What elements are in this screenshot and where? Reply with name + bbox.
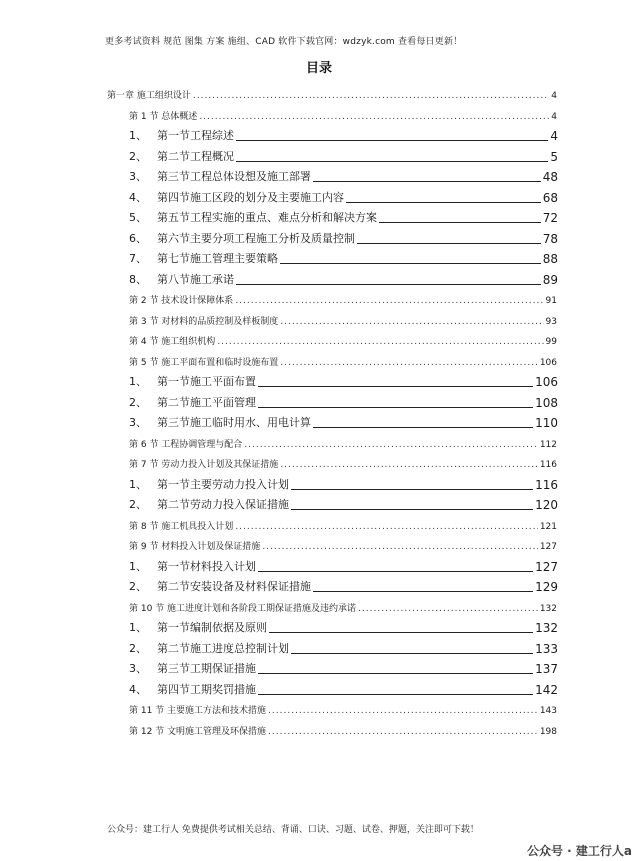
toc-entry-page: 143 <box>539 706 557 716</box>
toc-entry-number: 3、 <box>129 170 147 183</box>
toc-entry-label <box>129 334 215 347</box>
toc-entry-number: 7、 <box>129 252 147 265</box>
toc-entry-page: 106 <box>539 357 557 368</box>
toc-entry-text: 第二节劳动力投入保证措施 <box>157 498 289 511</box>
toc-entry-number: 4、 <box>129 682 147 696</box>
toc-entry-page: 129 <box>535 580 558 594</box>
toc-entry-label <box>129 703 266 716</box>
toc-entry-text: 第一章 施工组织设计 <box>107 91 191 101</box>
toc-leader-dots <box>357 243 541 244</box>
toc-entry-number: 1、 <box>129 375 147 388</box>
toc-entry[interactable] <box>129 457 557 470</box>
toc-entry[interactable] <box>129 250 558 266</box>
toc-entry[interactable] <box>129 355 557 368</box>
toc-entry-text: 第五节工程实施的重点、难点分析和解决方案 <box>157 211 377 224</box>
toc-entry-text: 第 5 节 施工平面布置和临时设施布置 <box>129 357 279 368</box>
toc-entry-label <box>129 373 256 389</box>
toc-entry-text: 第二节施工进度总控制计划 <box>157 641 289 655</box>
toc-entry-page: 132 <box>535 621 558 635</box>
toc-leader-dots <box>236 284 541 285</box>
toc-entry-page: 91 <box>545 296 557 306</box>
toc-entry-number: 4、 <box>129 190 147 204</box>
toc-entry-label <box>129 539 260 552</box>
toc-entry[interactable] <box>129 230 558 246</box>
toc-entry-page: 4 <box>551 91 557 101</box>
toc-entry-page: 89 <box>542 272 558 287</box>
toc-entry-label <box>129 355 278 368</box>
toc-leader-dots <box>268 706 538 716</box>
toc-entry-page: 132 <box>539 603 557 614</box>
toc-entry-page: 120 <box>535 498 558 512</box>
toc-entry-text: 第一节主要劳动力投入计划 <box>157 477 289 491</box>
page-title: 目录 <box>305 61 332 76</box>
toc-leader-dots <box>258 571 533 572</box>
toc-entry-text: 第 12 节 文明施工管理及环保措施 <box>129 726 267 737</box>
toc-leader-dots <box>268 727 538 737</box>
toc-leader-dots <box>258 673 533 674</box>
toc-entry-page: 106 <box>535 375 558 389</box>
toc-leader-dots <box>280 460 538 470</box>
toc-entry-label <box>129 558 256 574</box>
toc-entry-number: 2、 <box>129 641 147 655</box>
toc-leader-dots <box>258 407 533 408</box>
toc-entry[interactable] <box>129 558 558 574</box>
toc-entry[interactable] <box>129 619 558 635</box>
toc-leader-dots <box>280 317 543 327</box>
toc-entry-label <box>129 168 311 184</box>
toc-entry[interactable] <box>129 660 558 676</box>
toc-entry-label <box>107 88 191 101</box>
toc-leader-dots <box>313 181 541 182</box>
toc-leader-dots <box>236 140 548 141</box>
toc-leader-dots <box>280 358 538 368</box>
toc-leader-dots <box>244 440 538 450</box>
toc-entry-page: 68 <box>542 190 558 205</box>
toc-entry[interactable] <box>129 681 558 697</box>
toc-entry-label <box>129 640 289 656</box>
toc-entry[interactable] <box>129 640 558 656</box>
toc-entry[interactable] <box>129 148 558 164</box>
toc-entry-label <box>129 293 233 306</box>
toc-entry-label <box>129 519 233 532</box>
toc-entry-page: 198 <box>539 726 557 737</box>
toc-leader-dots <box>269 632 533 633</box>
toc-entry-label <box>129 660 256 676</box>
toc-entry-text: 第 8 节 施工机具投入计划 <box>129 521 234 532</box>
toc-entry-number: 1、 <box>129 559 147 573</box>
toc-entry[interactable] <box>129 293 557 306</box>
toc-entry-page: 4 <box>551 111 557 122</box>
toc-entry-label <box>129 496 289 512</box>
toc-entry-text: 第 10 节 施工进度计划和各阶段工期保证措施及违约承诺 <box>129 603 357 614</box>
toc-entry-label <box>129 148 234 164</box>
toc-leader-dots <box>313 591 533 592</box>
toc-entry-number: 2、 <box>129 149 147 163</box>
toc-leader-dots <box>291 489 533 490</box>
toc-entry-text: 第四节工期奖罚措施 <box>157 682 256 696</box>
toc-entry-text: 第 11 节 主要施工方法和技术措施 <box>129 706 267 716</box>
toc-entry-page: 4 <box>550 129 558 143</box>
toc-leader-dots <box>346 202 541 203</box>
toc-entry-number: 6、 <box>129 231 147 245</box>
toc-leader-dots <box>358 604 538 614</box>
toc-entry-text: 第 4 节 施工组织机构 <box>129 337 216 347</box>
toc-entry-label <box>129 394 256 410</box>
toc-entry[interactable] <box>107 88 557 101</box>
toc-entry-label <box>129 189 344 205</box>
toc-entry-label <box>129 619 267 635</box>
toc-entry-text: 第 6 节 工程协调管理与配合 <box>129 439 243 450</box>
toc-leader-dots <box>235 522 538 532</box>
toc-entry-number: 2、 <box>129 580 147 593</box>
toc-entry-page: 72 <box>542 211 558 225</box>
toc-leader-dots <box>262 542 538 552</box>
toc-entry-number: 5、 <box>129 211 147 224</box>
toc-leader-dots <box>217 337 543 347</box>
toc-entry-text: 第六节主要分项工程施工分析及质量控制 <box>157 231 355 245</box>
toc-entry[interactable] <box>129 496 558 512</box>
toc-entry-page: 116 <box>535 477 558 492</box>
toc-leader-dots <box>199 112 549 122</box>
toc-entry[interactable] <box>129 539 557 552</box>
toc-entry-text: 第一节工程综述 <box>157 129 234 142</box>
toc-entry-label <box>129 578 311 594</box>
toc-entry-page: 110 <box>535 416 558 430</box>
toc-leader-dots <box>193 91 549 101</box>
toc-entry-label <box>129 457 278 470</box>
toc-entry-page: 93 <box>545 316 557 327</box>
toc-entry-label <box>129 230 355 246</box>
watermark: 公众号 · 建工行人a <box>526 844 632 858</box>
toc-entry-label <box>129 414 311 430</box>
toc-leader-dots <box>258 694 533 695</box>
toc-entry-page: 48 <box>542 170 558 184</box>
toc-entry-number: 1、 <box>129 477 147 491</box>
toc-entry[interactable] <box>129 314 557 327</box>
toc-entry-text: 第七节施工管理主要策略 <box>157 252 278 265</box>
toc-entry[interactable] <box>129 437 557 450</box>
toc-entry[interactable] <box>129 209 558 225</box>
toc-entry-text: 第 7 节 劳动力投入计划及其保证措施 <box>129 460 279 470</box>
toc-entry-page: 99 <box>545 337 557 347</box>
toc-leader-dots <box>235 296 543 306</box>
toc-entry-text: 第 2 节 技术设计保障体系 <box>129 296 234 306</box>
toc-entry-label <box>129 127 234 143</box>
toc-entry-text: 第一节施工平面布置 <box>157 375 256 388</box>
toc-entry[interactable] <box>129 127 558 143</box>
toc-entry-number: 1、 <box>129 129 147 142</box>
toc-entry-text: 第一节材料投入计划 <box>157 559 256 573</box>
toc-entry-text: 第四节施工区段的划分及主要施工内容 <box>157 190 344 204</box>
toc-entry-number: 1、 <box>129 621 147 634</box>
toc-entry-page: 88 <box>542 252 558 266</box>
toc-leader-dots <box>379 222 541 223</box>
toc-entry[interactable] <box>129 601 557 614</box>
toc-entry-text: 第三节工期保证措施 <box>157 662 256 675</box>
toc-entry[interactable] <box>129 703 557 716</box>
toc-entry-label <box>129 271 234 287</box>
toc-leader-dots <box>291 653 533 654</box>
toc-entry-number: 3、 <box>129 662 147 675</box>
toc-entry-number: 2、 <box>129 395 147 409</box>
toc-entry-page: 5 <box>550 149 558 164</box>
toc-leader-dots <box>280 263 541 264</box>
toc-entry-label <box>129 681 256 697</box>
toc-entry[interactable] <box>129 476 558 492</box>
toc-entry-page: 127 <box>535 559 558 574</box>
page-header: 更多考试资料 规范 图集 方案 施组、CAD 软件下载官网：wdzyk.com 查看每日更新！ <box>105 37 463 47</box>
toc-entry-page: 116 <box>539 460 557 470</box>
toc-entry[interactable] <box>129 394 558 410</box>
toc-leader-dots <box>258 386 533 387</box>
toc-entry[interactable] <box>129 373 558 389</box>
toc-entry-text: 第三节施工临时用水、用电计算 <box>157 416 311 429</box>
toc-entry[interactable] <box>129 334 557 347</box>
toc-entry-page: 137 <box>535 662 558 676</box>
toc-entry-page: 78 <box>542 231 558 246</box>
toc-entry[interactable] <box>129 168 558 184</box>
toc-entry-text: 第三节工程总体设想及施工部署 <box>157 170 311 183</box>
toc-entry[interactable] <box>129 724 557 737</box>
toc-entry[interactable] <box>129 189 558 205</box>
page-footer: 公众号：建工行人 免费提供考试相关总结、背诵、口诀、习题、试卷、押题，关注即可下载！ <box>107 825 479 835</box>
toc-entry-label <box>129 109 197 122</box>
toc-entry-page: 112 <box>539 439 557 450</box>
toc-entry-label <box>129 601 356 614</box>
toc-entry-text: 第一节编制依据及原则 <box>157 621 267 634</box>
toc-entry-label <box>129 724 266 737</box>
toc-entry-text: 第二节施工平面管理 <box>157 395 256 409</box>
toc-entry-label <box>129 250 278 266</box>
toc-entry-label <box>129 314 278 327</box>
toc-entry-text: 第八节施工承诺 <box>157 272 234 286</box>
toc-leader-dots <box>291 509 533 510</box>
toc-entry[interactable] <box>129 414 558 430</box>
toc-entry-page: 121 <box>539 521 557 532</box>
toc-entry[interactable] <box>129 519 557 532</box>
toc-entry-label <box>129 476 289 492</box>
toc-entry-number: 2、 <box>129 498 147 511</box>
toc-entry-text: 第 1 节 总体概述 <box>129 111 198 122</box>
toc-entry-text: 第 3 节 对材料的品质控制及样板制度 <box>129 316 279 327</box>
toc-entry-text: 第二节工程概况 <box>157 149 234 163</box>
toc-entry-label <box>129 209 377 225</box>
toc-entry-number: 3、 <box>129 416 147 429</box>
toc-leader-dots <box>313 427 533 428</box>
toc-entry-text: 第 9 节 材料投入计划及保证措施 <box>129 542 261 552</box>
toc-entry-page: 108 <box>535 395 558 410</box>
toc-entry[interactable] <box>129 271 558 287</box>
toc-entry-number: 8、 <box>129 272 147 286</box>
toc-entry-text: 第二节安装设备及材料保证措施 <box>157 580 311 593</box>
toc-entry-label <box>129 437 242 450</box>
toc-entry[interactable] <box>129 109 557 122</box>
toc-entry[interactable] <box>129 578 558 594</box>
toc-entry-page: 127 <box>539 542 557 552</box>
toc-entry-page: 133 <box>535 641 558 656</box>
toc-entry-page: 142 <box>535 682 558 697</box>
toc-leader-dots <box>236 161 548 162</box>
